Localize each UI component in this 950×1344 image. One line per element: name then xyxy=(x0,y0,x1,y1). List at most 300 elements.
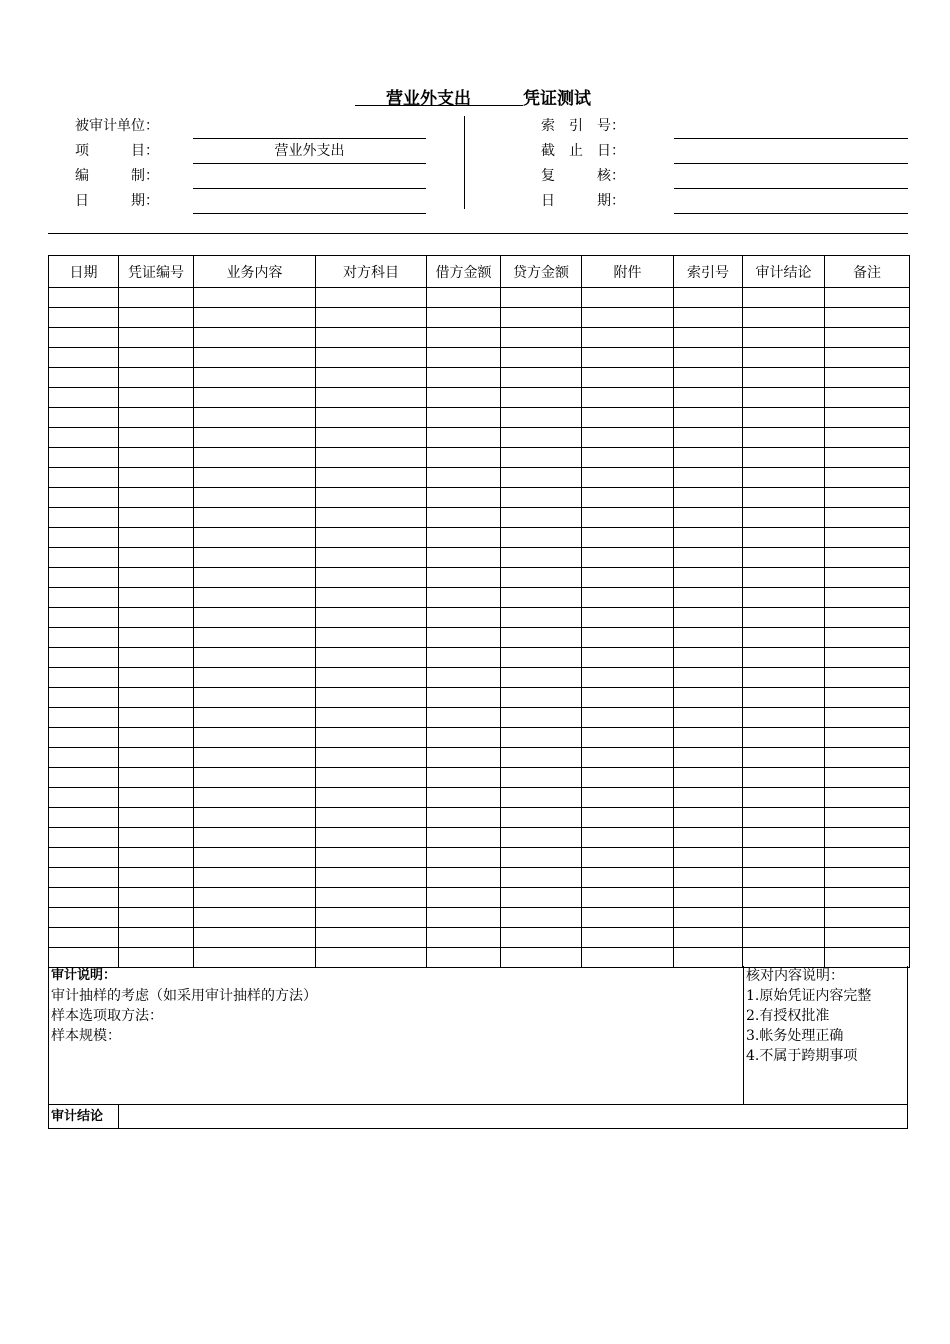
table-cell[interactable] xyxy=(825,348,910,368)
table-cell[interactable] xyxy=(825,908,910,928)
table-cell[interactable] xyxy=(825,508,910,528)
table-cell[interactable] xyxy=(825,728,910,748)
table-cell[interactable] xyxy=(119,808,194,828)
table-cell[interactable] xyxy=(49,528,119,548)
table-cell[interactable] xyxy=(825,888,910,908)
table-cell[interactable] xyxy=(194,568,316,588)
table-cell[interactable] xyxy=(119,828,194,848)
table-cell[interactable] xyxy=(316,328,427,348)
conclusion-field[interactable] xyxy=(119,1105,907,1129)
table-cell[interactable] xyxy=(119,908,194,928)
table-cell[interactable] xyxy=(825,668,910,688)
table-cell[interactable] xyxy=(427,748,501,768)
table-cell[interactable] xyxy=(501,508,582,528)
table-cell[interactable] xyxy=(316,648,427,668)
table-cell[interactable] xyxy=(674,448,743,468)
table-cell[interactable] xyxy=(743,828,825,848)
table-cell[interactable] xyxy=(316,808,427,828)
table-cell[interactable] xyxy=(427,388,501,408)
table-cell[interactable] xyxy=(825,548,910,568)
table-cell[interactable] xyxy=(194,548,316,568)
table-cell[interactable] xyxy=(825,868,910,888)
table-cell[interactable] xyxy=(674,608,743,628)
table-cell[interactable] xyxy=(674,428,743,448)
table-cell[interactable] xyxy=(427,488,501,508)
table-cell[interactable] xyxy=(501,628,582,648)
table-cell[interactable] xyxy=(427,848,501,868)
table-cell[interactable] xyxy=(825,588,910,608)
table-cell[interactable] xyxy=(582,428,674,448)
table-cell[interactable] xyxy=(501,888,582,908)
table-cell[interactable] xyxy=(743,548,825,568)
table-cell[interactable] xyxy=(743,868,825,888)
table-cell[interactable] xyxy=(49,788,119,808)
table-cell[interactable] xyxy=(194,708,316,728)
table-cell[interactable] xyxy=(49,908,119,928)
table-cell[interactable] xyxy=(49,728,119,748)
table-cell[interactable] xyxy=(743,608,825,628)
table-cell[interactable] xyxy=(743,688,825,708)
table-cell[interactable] xyxy=(674,728,743,748)
table-cell[interactable] xyxy=(427,308,501,328)
table-cell[interactable] xyxy=(743,468,825,488)
table-cell[interactable] xyxy=(743,908,825,928)
table-cell[interactable] xyxy=(825,848,910,868)
table-cell[interactable] xyxy=(49,828,119,848)
table-cell[interactable] xyxy=(49,648,119,668)
table-cell[interactable] xyxy=(825,828,910,848)
table-cell[interactable] xyxy=(49,488,119,508)
table-cell[interactable] xyxy=(49,848,119,868)
table-cell[interactable] xyxy=(316,448,427,468)
table-cell[interactable] xyxy=(743,508,825,528)
table-cell[interactable] xyxy=(316,388,427,408)
table-cell[interactable] xyxy=(674,788,743,808)
table-cell[interactable] xyxy=(501,408,582,428)
table-cell[interactable] xyxy=(427,508,501,528)
table-cell[interactable] xyxy=(674,768,743,788)
table-cell[interactable] xyxy=(825,288,910,308)
table-cell[interactable] xyxy=(427,648,501,668)
table-cell[interactable] xyxy=(49,368,119,388)
table-cell[interactable] xyxy=(427,788,501,808)
table-cell[interactable] xyxy=(427,288,501,308)
table-cell[interactable] xyxy=(582,488,674,508)
table-cell[interactable] xyxy=(427,348,501,368)
table-cell[interactable] xyxy=(119,948,194,968)
table-cell[interactable] xyxy=(825,708,910,728)
table-cell[interactable] xyxy=(674,868,743,888)
field-value-project[interactable]: 营业外支出 xyxy=(274,143,345,159)
table-cell[interactable] xyxy=(743,488,825,508)
table-cell[interactable] xyxy=(194,368,316,388)
table-cell[interactable] xyxy=(501,468,582,488)
table-cell[interactable] xyxy=(427,828,501,848)
table-cell[interactable] xyxy=(194,528,316,548)
table-cell[interactable] xyxy=(501,908,582,928)
table-cell[interactable] xyxy=(49,468,119,488)
table-cell[interactable] xyxy=(316,528,427,548)
table-cell[interactable] xyxy=(501,328,582,348)
table-cell[interactable] xyxy=(825,388,910,408)
table-cell[interactable] xyxy=(427,548,501,568)
table-cell[interactable] xyxy=(582,928,674,948)
table-cell[interactable] xyxy=(674,848,743,868)
table-cell[interactable] xyxy=(119,548,194,568)
table-cell[interactable] xyxy=(119,728,194,748)
table-cell[interactable] xyxy=(427,448,501,468)
table-cell[interactable] xyxy=(194,448,316,468)
table-cell[interactable] xyxy=(119,308,194,328)
table-cell[interactable] xyxy=(825,768,910,788)
table-cell[interactable] xyxy=(119,648,194,668)
table-cell[interactable] xyxy=(743,328,825,348)
table-cell[interactable] xyxy=(316,288,427,308)
table-cell[interactable] xyxy=(49,948,119,968)
table-cell[interactable] xyxy=(316,908,427,928)
table-cell[interactable] xyxy=(582,448,674,468)
table-cell[interactable] xyxy=(49,568,119,588)
table-cell[interactable] xyxy=(316,888,427,908)
table-cell[interactable] xyxy=(501,288,582,308)
table-cell[interactable] xyxy=(582,948,674,968)
table-cell[interactable] xyxy=(194,328,316,348)
table-cell[interactable] xyxy=(49,928,119,948)
table-cell[interactable] xyxy=(582,608,674,628)
table-cell[interactable] xyxy=(743,928,825,948)
table-cell[interactable] xyxy=(316,308,427,328)
field-line-prepared-by[interactable] xyxy=(193,188,426,189)
table-cell[interactable] xyxy=(194,388,316,408)
table-cell[interactable] xyxy=(825,488,910,508)
table-cell[interactable] xyxy=(194,888,316,908)
table-cell[interactable] xyxy=(427,588,501,608)
table-cell[interactable] xyxy=(582,788,674,808)
table-cell[interactable] xyxy=(582,528,674,548)
table-cell[interactable] xyxy=(316,548,427,568)
table-cell[interactable] xyxy=(194,608,316,628)
table-cell[interactable] xyxy=(674,928,743,948)
table-cell[interactable] xyxy=(194,288,316,308)
table-cell[interactable] xyxy=(119,848,194,868)
table-cell[interactable] xyxy=(427,808,501,828)
table-cell[interactable] xyxy=(582,548,674,568)
table-cell[interactable] xyxy=(316,348,427,368)
table-cell[interactable] xyxy=(316,788,427,808)
table-cell[interactable] xyxy=(582,288,674,308)
table-cell[interactable] xyxy=(674,328,743,348)
table-cell[interactable] xyxy=(316,608,427,628)
table-cell[interactable] xyxy=(316,428,427,448)
table-cell[interactable] xyxy=(674,308,743,328)
table-cell[interactable] xyxy=(194,588,316,608)
table-cell[interactable] xyxy=(674,528,743,548)
table-cell[interactable] xyxy=(119,408,194,428)
table-cell[interactable] xyxy=(674,508,743,528)
table-cell[interactable] xyxy=(674,908,743,928)
table-cell[interactable] xyxy=(427,728,501,748)
field-line-date-left[interactable] xyxy=(193,213,426,214)
table-cell[interactable] xyxy=(674,828,743,848)
table-cell[interactable] xyxy=(49,668,119,688)
table-cell[interactable] xyxy=(674,368,743,388)
table-cell[interactable] xyxy=(743,308,825,328)
table-cell[interactable] xyxy=(194,688,316,708)
table-cell[interactable] xyxy=(825,948,910,968)
table-cell[interactable] xyxy=(501,528,582,548)
table-cell[interactable] xyxy=(743,628,825,648)
table-cell[interactable] xyxy=(674,408,743,428)
table-cell[interactable] xyxy=(119,748,194,768)
table-cell[interactable] xyxy=(119,468,194,488)
table-cell[interactable] xyxy=(743,448,825,468)
table-cell[interactable] xyxy=(427,428,501,448)
table-cell[interactable] xyxy=(194,508,316,528)
table-cell[interactable] xyxy=(119,568,194,588)
table-cell[interactable] xyxy=(501,948,582,968)
table-cell[interactable] xyxy=(501,708,582,728)
field-line-reviewed-by[interactable] xyxy=(674,188,908,189)
table-cell[interactable] xyxy=(674,748,743,768)
table-cell[interactable] xyxy=(316,828,427,848)
table-cell[interactable] xyxy=(582,728,674,748)
table-cell[interactable] xyxy=(194,868,316,888)
table-cell[interactable] xyxy=(825,328,910,348)
table-cell[interactable] xyxy=(49,548,119,568)
table-cell[interactable] xyxy=(194,948,316,968)
table-cell[interactable] xyxy=(501,848,582,868)
table-cell[interactable] xyxy=(743,948,825,968)
table-cell[interactable] xyxy=(743,408,825,428)
table-cell[interactable] xyxy=(743,748,825,768)
table-cell[interactable] xyxy=(501,588,582,608)
table-cell[interactable] xyxy=(194,828,316,848)
table-cell[interactable] xyxy=(119,588,194,608)
table-cell[interactable] xyxy=(194,908,316,928)
table-cell[interactable] xyxy=(825,408,910,428)
table-cell[interactable] xyxy=(501,308,582,328)
table-cell[interactable] xyxy=(743,848,825,868)
table-cell[interactable] xyxy=(674,468,743,488)
table-cell[interactable] xyxy=(501,568,582,588)
table-cell[interactable] xyxy=(316,408,427,428)
table-cell[interactable] xyxy=(427,888,501,908)
table-cell[interactable] xyxy=(427,768,501,788)
table-cell[interactable] xyxy=(743,288,825,308)
table-cell[interactable] xyxy=(501,928,582,948)
table-cell[interactable] xyxy=(743,348,825,368)
table-cell[interactable] xyxy=(49,708,119,728)
table-cell[interactable] xyxy=(49,588,119,608)
table-cell[interactable] xyxy=(427,408,501,428)
table-cell[interactable] xyxy=(316,728,427,748)
table-cell[interactable] xyxy=(582,588,674,608)
table-cell[interactable] xyxy=(49,428,119,448)
table-cell[interactable] xyxy=(194,648,316,668)
table-cell[interactable] xyxy=(119,688,194,708)
table-cell[interactable] xyxy=(743,768,825,788)
table-cell[interactable] xyxy=(119,388,194,408)
table-cell[interactable] xyxy=(825,568,910,588)
table-cell[interactable] xyxy=(49,688,119,708)
table-cell[interactable] xyxy=(743,788,825,808)
table-cell[interactable] xyxy=(743,668,825,688)
table-cell[interactable] xyxy=(316,588,427,608)
table-cell[interactable] xyxy=(119,888,194,908)
table-cell[interactable] xyxy=(316,488,427,508)
table-cell[interactable] xyxy=(582,648,674,668)
table-cell[interactable] xyxy=(316,768,427,788)
table-cell[interactable] xyxy=(501,428,582,448)
field-line-date-right[interactable] xyxy=(674,213,908,214)
table-cell[interactable] xyxy=(825,628,910,648)
table-cell[interactable] xyxy=(674,708,743,728)
table-cell[interactable] xyxy=(501,828,582,848)
table-cell[interactable] xyxy=(582,868,674,888)
table-cell[interactable] xyxy=(825,368,910,388)
table-cell[interactable] xyxy=(582,688,674,708)
table-cell[interactable] xyxy=(119,768,194,788)
table-cell[interactable] xyxy=(316,848,427,868)
table-cell[interactable] xyxy=(427,868,501,888)
table-cell[interactable] xyxy=(743,368,825,388)
table-cell[interactable] xyxy=(674,568,743,588)
table-cell[interactable] xyxy=(582,408,674,428)
table-cell[interactable] xyxy=(119,508,194,528)
table-cell[interactable] xyxy=(501,788,582,808)
table-cell[interactable] xyxy=(582,848,674,868)
table-cell[interactable] xyxy=(49,628,119,648)
table-cell[interactable] xyxy=(316,868,427,888)
table-cell[interactable] xyxy=(427,628,501,648)
table-cell[interactable] xyxy=(825,788,910,808)
table-cell[interactable] xyxy=(49,388,119,408)
table-cell[interactable] xyxy=(674,588,743,608)
table-cell[interactable] xyxy=(427,368,501,388)
table-cell[interactable] xyxy=(743,428,825,448)
table-cell[interactable] xyxy=(427,568,501,588)
table-cell[interactable] xyxy=(119,628,194,648)
table-cell[interactable] xyxy=(119,868,194,888)
table-cell[interactable] xyxy=(674,668,743,688)
table-cell[interactable] xyxy=(501,728,582,748)
table-cell[interactable] xyxy=(316,748,427,768)
table-cell[interactable] xyxy=(119,928,194,948)
table-cell[interactable] xyxy=(582,768,674,788)
table-cell[interactable] xyxy=(743,588,825,608)
table-cell[interactable] xyxy=(427,328,501,348)
table-cell[interactable] xyxy=(194,728,316,748)
table-cell[interactable] xyxy=(743,728,825,748)
table-cell[interactable] xyxy=(194,408,316,428)
table-cell[interactable] xyxy=(582,508,674,528)
table-cell[interactable] xyxy=(316,948,427,968)
table-cell[interactable] xyxy=(501,368,582,388)
table-cell[interactable] xyxy=(316,708,427,728)
table-cell[interactable] xyxy=(427,608,501,628)
table-cell[interactable] xyxy=(119,788,194,808)
table-cell[interactable] xyxy=(427,688,501,708)
table-cell[interactable] xyxy=(427,668,501,688)
table-cell[interactable] xyxy=(743,568,825,588)
table-cell[interactable] xyxy=(316,688,427,708)
table-cell[interactable] xyxy=(825,468,910,488)
table-cell[interactable] xyxy=(582,888,674,908)
table-cell[interactable] xyxy=(194,848,316,868)
table-cell[interactable] xyxy=(501,388,582,408)
table-cell[interactable] xyxy=(743,528,825,548)
table-cell[interactable] xyxy=(582,828,674,848)
table-cell[interactable] xyxy=(582,568,674,588)
table-cell[interactable] xyxy=(825,688,910,708)
table-cell[interactable] xyxy=(119,328,194,348)
table-cell[interactable] xyxy=(427,468,501,488)
table-cell[interactable] xyxy=(743,888,825,908)
table-cell[interactable] xyxy=(501,808,582,828)
table-cell[interactable] xyxy=(194,348,316,368)
table-cell[interactable] xyxy=(119,348,194,368)
table-cell[interactable] xyxy=(582,348,674,368)
field-line-audited-unit[interactable] xyxy=(193,138,426,139)
table-cell[interactable] xyxy=(49,348,119,368)
table-cell[interactable] xyxy=(49,288,119,308)
table-cell[interactable] xyxy=(119,448,194,468)
table-cell[interactable] xyxy=(427,908,501,928)
table-cell[interactable] xyxy=(582,908,674,928)
table-cell[interactable] xyxy=(427,528,501,548)
table-cell[interactable] xyxy=(674,548,743,568)
table-cell[interactable] xyxy=(743,808,825,828)
table-cell[interactable] xyxy=(501,668,582,688)
table-cell[interactable] xyxy=(825,448,910,468)
table-cell[interactable] xyxy=(194,788,316,808)
table-cell[interactable] xyxy=(674,948,743,968)
table-cell[interactable] xyxy=(674,388,743,408)
table-cell[interactable] xyxy=(825,428,910,448)
table-cell[interactable] xyxy=(743,708,825,728)
table-cell[interactable] xyxy=(194,768,316,788)
table-cell[interactable] xyxy=(316,628,427,648)
table-cell[interactable] xyxy=(825,528,910,548)
table-cell[interactable] xyxy=(49,408,119,428)
table-cell[interactable] xyxy=(119,288,194,308)
table-cell[interactable] xyxy=(49,448,119,468)
table-cell[interactable] xyxy=(674,348,743,368)
table-cell[interactable] xyxy=(582,628,674,648)
table-cell[interactable] xyxy=(674,688,743,708)
table-cell[interactable] xyxy=(501,448,582,468)
table-cell[interactable] xyxy=(427,708,501,728)
table-cell[interactable] xyxy=(49,808,119,828)
table-cell[interactable] xyxy=(582,748,674,768)
table-cell[interactable] xyxy=(501,548,582,568)
table-cell[interactable] xyxy=(119,708,194,728)
table-cell[interactable] xyxy=(316,368,427,388)
table-cell[interactable] xyxy=(49,308,119,328)
table-cell[interactable] xyxy=(825,928,910,948)
table-cell[interactable] xyxy=(316,508,427,528)
table-cell[interactable] xyxy=(743,388,825,408)
table-cell[interactable] xyxy=(194,428,316,448)
table-cell[interactable] xyxy=(501,488,582,508)
table-cell[interactable] xyxy=(501,648,582,668)
table-cell[interactable] xyxy=(825,308,910,328)
table-cell[interactable] xyxy=(582,308,674,328)
table-cell[interactable] xyxy=(194,628,316,648)
table-cell[interactable] xyxy=(582,808,674,828)
table-cell[interactable] xyxy=(316,568,427,588)
table-cell[interactable] xyxy=(49,888,119,908)
